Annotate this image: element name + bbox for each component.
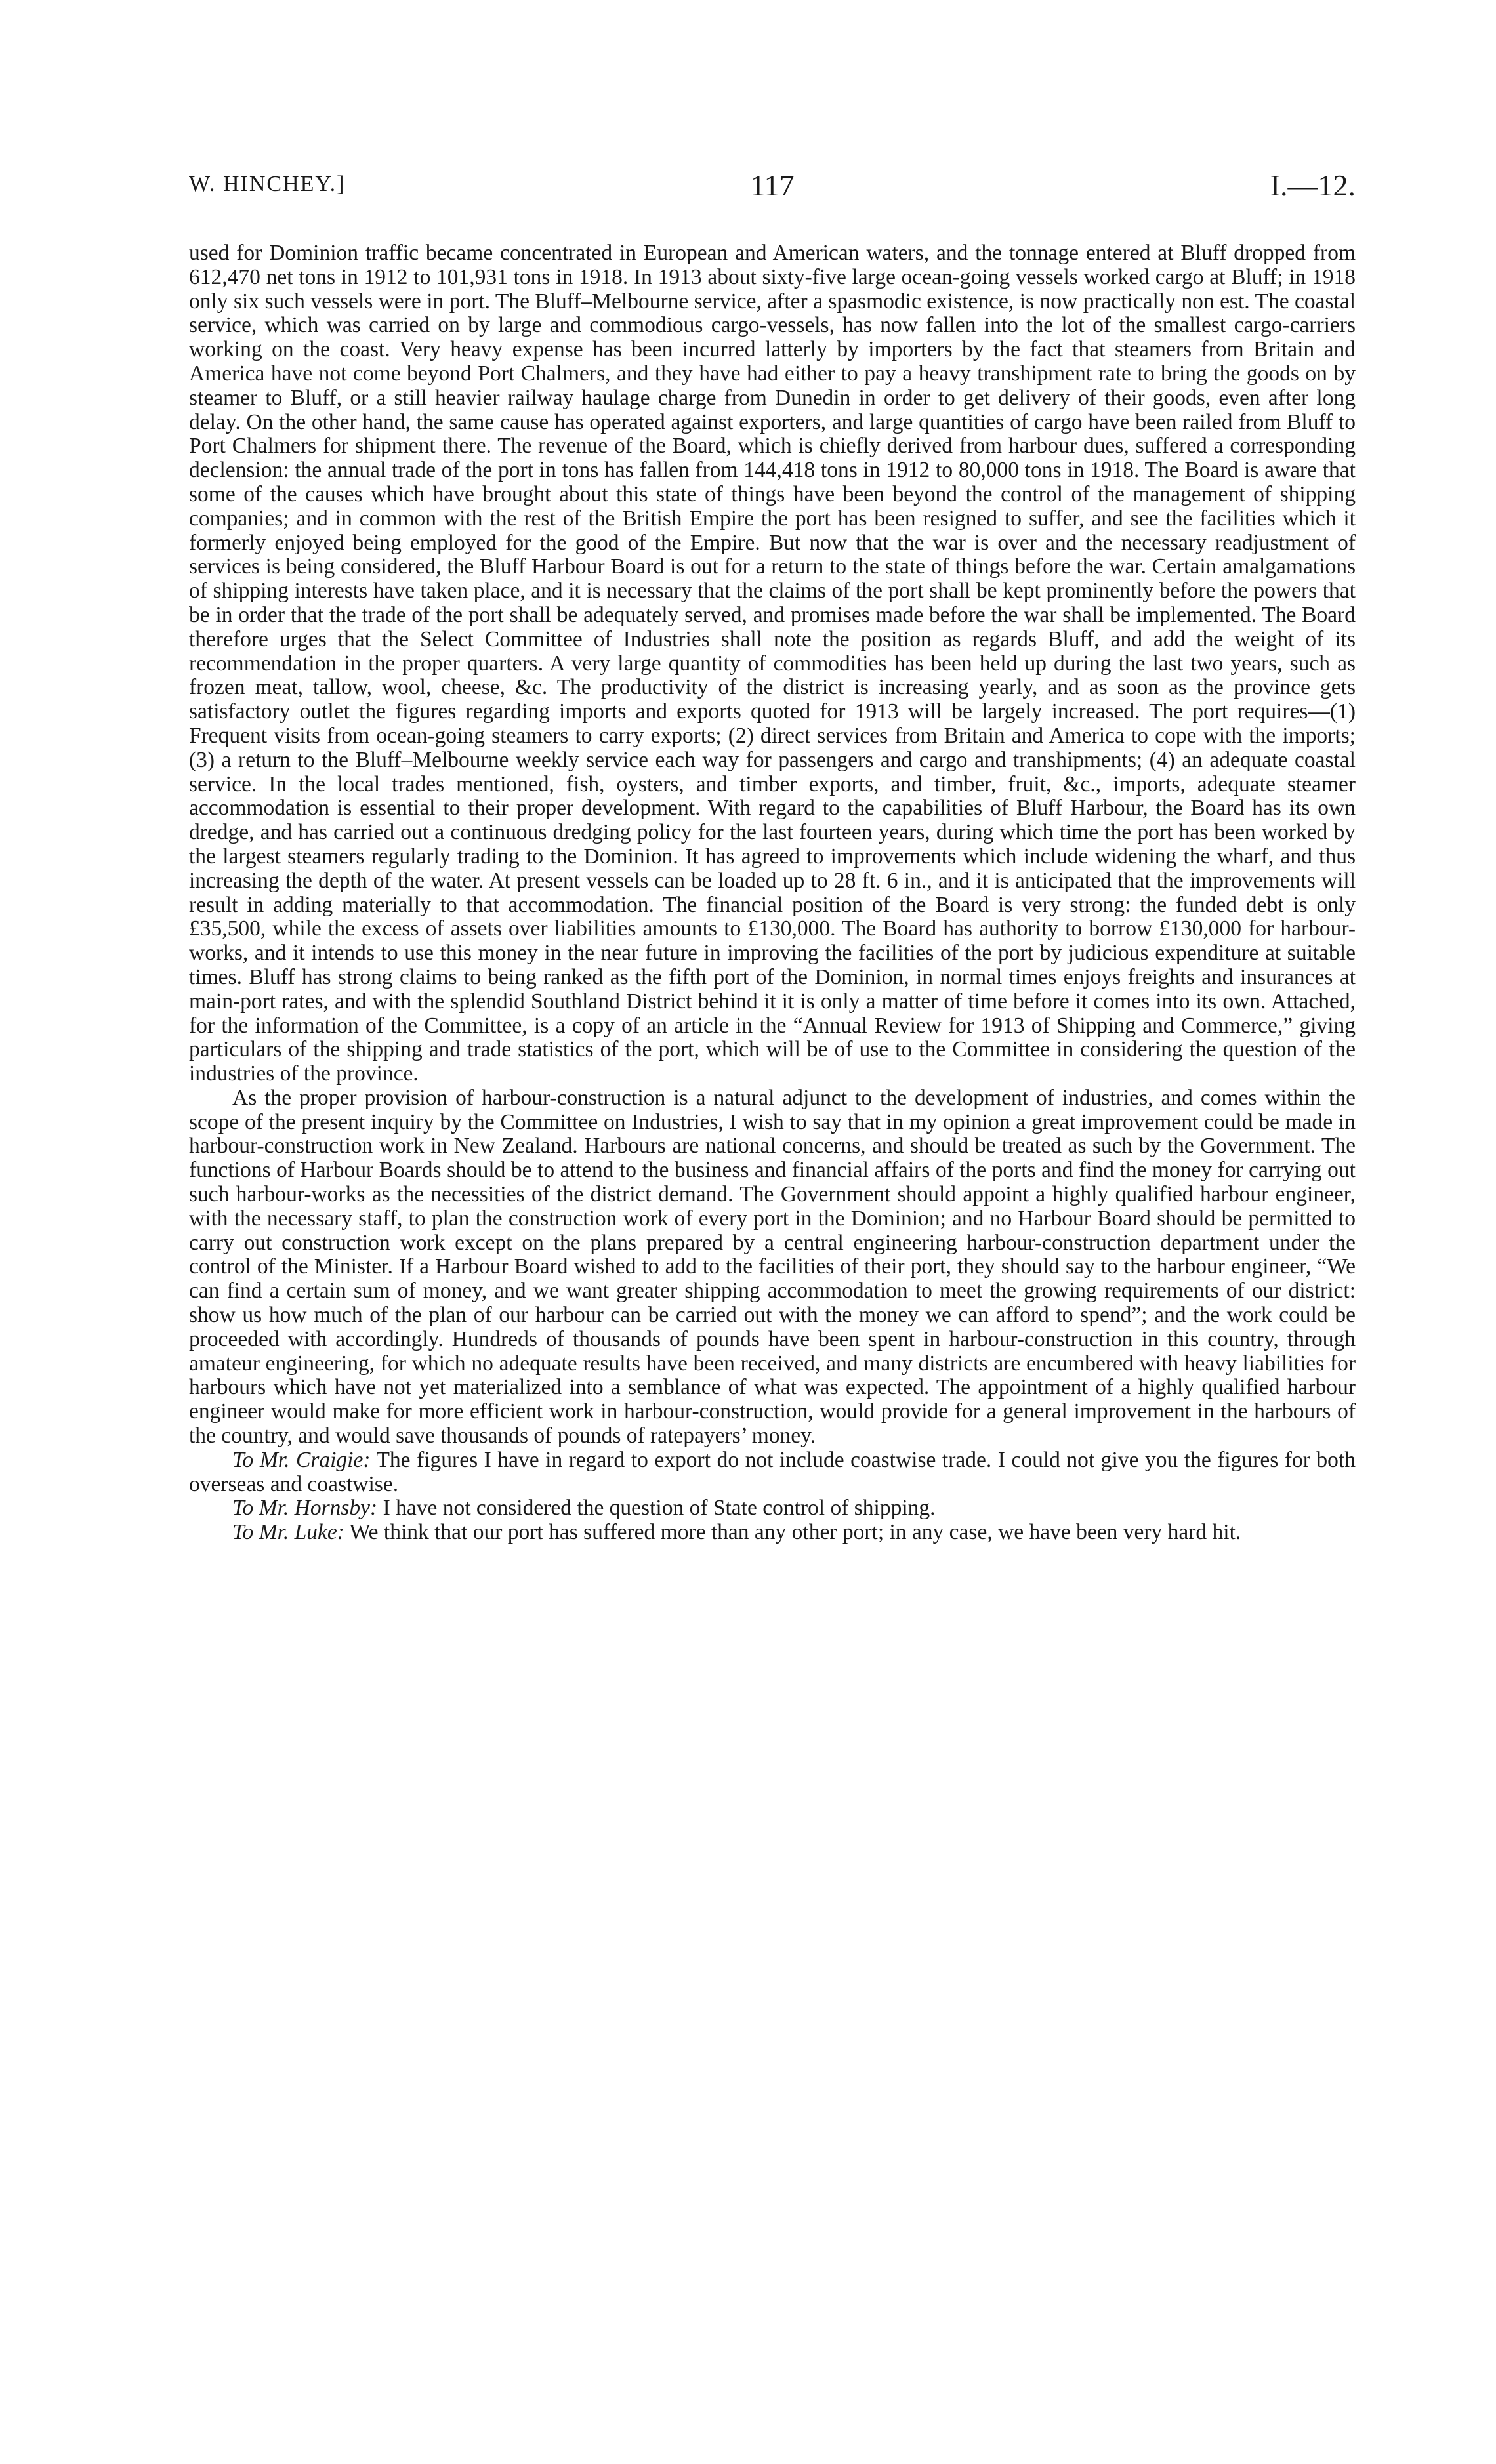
answer-text: I have not considered the question of State control of shipping.	[377, 1496, 936, 1521]
answer-hornsby	[189, 1496, 1356, 1521]
document-reference: I.—12.	[1270, 169, 1356, 202]
answer-text: The figures I have in regard to export do not include coastwise trade. I could not give you the figures for both overseas and coastwise.	[189, 1447, 1356, 1496]
answer-label: To Mr. Hornsby:	[232, 1496, 378, 1521]
answer-text: We think that our port has suffered more than any other port; in any case, we have been very hard hit.	[344, 1520, 1241, 1545]
answer-label: To Mr. Luke:	[232, 1520, 344, 1545]
paragraph-harbour-construction: As the proper provision of harbour-construction is a natural adjunct to the development of industries, and comes within the scope of the present inquiry by the Committee on Industries, I wish to say that in my opinion a great improvement could be made in harbour-construction work in New Zealand. Harbours are national concerns, and should be treated as such by the Government. The functions of Harbour Boards should be to attend to the business and financial affairs of the ports and find the money for carrying out such harbour-works as the necessities of the district demand. The Government should appoint a highly qualified harbour engineer, with the necessary staff, to plan the construction work of every port in the Dominion; and no Harbour Board should be permitted to carry out construction work except on the plans prepared by a central engineering harbour-construction department under the control of the Minister. If a Harbour Board wished to add to the facilities of their port, they should say to the harbour engineer, “We can find a certain sum of money, and we want greater shipping accommodation to meet the growing requirements of our district: show us how much of the plan of our harbour can be carried out with the money we can afford to spend”; and the work could be proceeded with accordingly. Hundreds of thousands of pounds have been spent in harbour-construction in this country, through amateur engineering, for which no adequate results have been received, and many districts are encumbered with heavy liabilities for harbours which have not yet materialized into a semblance of what was expected. The appointment of a highly qualified harbour engineer would make for more efficient work in harbour-construction, would provide for a general improvement in the harbours of the country, and would save thousands of pounds of ratepayers’ money.	[189, 1085, 1356, 1448]
speaker-name: W. HINCHEY.]	[189, 172, 346, 196]
answer-luke	[189, 1521, 1356, 1545]
paragraph-bluff-harbour-trade: used for Dominion traffic became concentrated in European and American waters, and the tonnage entered at Bluff dropped from 612,470 net tons in 1912 to 101,931 tons in 1918. In 1913 about sixty-five large ocean-going vessels worked cargo at Bluff; in 1918 only six such vessels were in port. The Bluff–Melbourne service, after a spasmodic existence, is now practically non est. The coastal service, which was carried on by large and commodious cargo-vessels, has now fallen into the lot of the smallest cargo-carriers working on the coast. Very heavy expense has been incurred latterly by importers by the fact that steamers from Britain and America have not come beyond Port Chalmers, and they have had either to pay a heavy transhipment rate to bring the goods on by steamer to Bluff, or a still heavier railway haulage charge from Dunedin in order to get delivery of their goods, even after long delay. On the other hand, the same cause has operated against exporters, and large quantities of cargo have been railed from Bluff to Port Chalmers for shipment there. The revenue of the Board, which is chiefly derived from harbour dues, suffered a corresponding declension: the annual trade of the port in tons has fallen from 144,418 tons in 1912 to 80,000 tons in 1918. The Board is aware that some of the causes which have brought about this state of things have been beyond the control of the management of shipping companies; and in common with the rest of the British Empire the port has been resigned to suffer, and see the facilities which it formerly enjoyed being employed for the good of the Empire. But now that the war is over and the necessary readjustment of services is being considered, the Bluff Harbour Board is out for a return to the state of things before the war. Certain amalgamations of shipping interests have taken place, and it is necessary that the claims of the port shall be kept prominently before the powers that be in order that the trade of the port shall be adequately served, and promises made before the war shall be implemented. The Board therefore urges that the Select Committee of Industries shall note the position as regards Bluff, and add the weight of its recommendation in the proper quarters. A very large quantity of commodities has been held up during the last two years, such as frozen meat, tallow, wool, cheese, &c. The productivity of the district is increasing yearly, and as soon as the province gets satisfactory outlet the figures regarding imports and exports quoted for 1913 will be largely increased. The port requires—(1) Frequent visits from ocean-going steamers to carry exports; (2) direct services from Britain and America to cope with the imports; (3) a return to the Bluff–Melbourne weekly service each way for passengers and cargo and transhipments; (4) an adequate coastal service. In the local trades mentioned, fish, oysters, and timber exports, and timber, fruit, &c., imports, adequate steamer accommodation is essential to their proper development. With regard to the capabilities of Bluff Harbour, the Board has its own dredge, and has carried out a continuous dredging policy for the last fourteen years, during which time the port has been worked by the largest steamers regularly trading to the Dominion. It has agreed to improvements which include widening the wharf, and thus increasing the depth of the water. At present vessels can be loaded up to 28 ft. 6 in., and it is anticipated that the improvements will result in adding materially to that accommodation. The financial position of the Board is very strong: the funded debt is only £35,500, while the excess of assets over liabilities amounts to £130,000. The Board has authority to borrow £130,000 for harbour-works, and it intends to use this money in the near future in improving the facilities of the port by judicious expenditure at suitable times. Bluff has strong claims to being ranked as the fifth port of the Dominion, in normal times enjoys freights and insurances at main-port rates, and with the splendid Southland District behind it it is only a matter of time before it comes into its own. Attached, for the information of the Committee, is a copy of an article in the “Annual Review for 1913 of Shipping and Commerce,” giving particulars of the shipping and trade statistics of the port, which will be of use to the Committee in considering the question of the industries of the province.	[189, 241, 1356, 1086]
running-head	[189, 169, 1356, 218]
page-number: 117	[750, 169, 795, 202]
body-text	[189, 241, 1356, 1545]
answer-craigie	[189, 1448, 1356, 1497]
answer-label: To Mr. Craigie:	[232, 1447, 371, 1472]
